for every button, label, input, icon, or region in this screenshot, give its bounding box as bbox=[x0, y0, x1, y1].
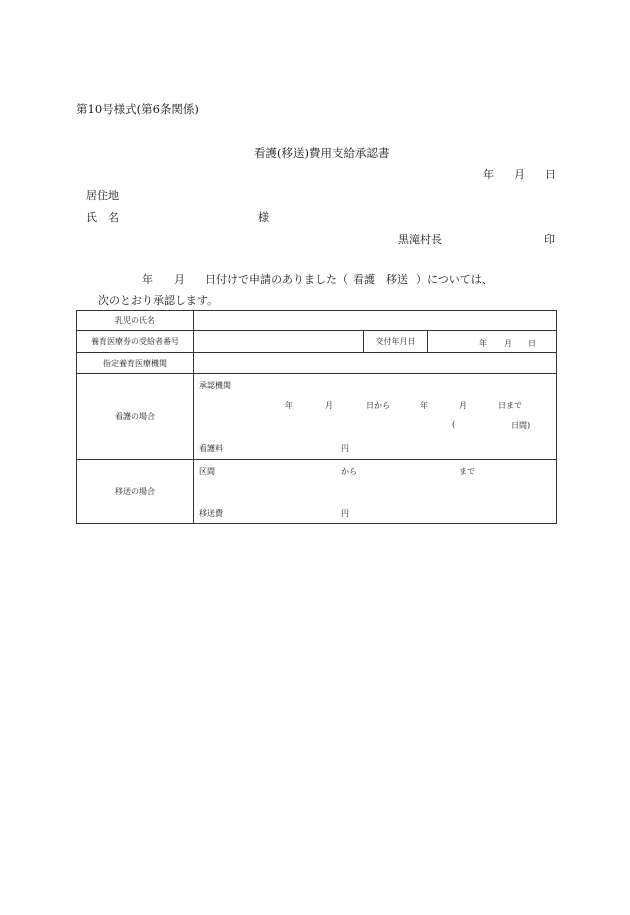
section-label: 区間 bbox=[199, 467, 215, 476]
care-approved-org-label: 承認機関 bbox=[199, 381, 231, 390]
institution-field[interactable] bbox=[194, 353, 557, 374]
body-year: 年 bbox=[142, 273, 153, 286]
row-care bbox=[77, 374, 557, 460]
care-period-month2: 月 bbox=[459, 401, 467, 410]
document-title: 看護(移送)費用支給承認書 bbox=[254, 146, 390, 160]
row-institution bbox=[77, 353, 557, 374]
issue-date-day: 日 bbox=[528, 339, 536, 348]
care-period-until: 日まで bbox=[498, 401, 522, 410]
care-fee-label: 看護料 bbox=[199, 444, 223, 453]
body-line-2: 次のとおり承認します。 bbox=[98, 294, 219, 307]
body-transport: 移送 bbox=[386, 273, 408, 286]
section-from: から bbox=[341, 467, 357, 476]
care-label: 看護の場合 bbox=[77, 374, 194, 460]
body-care: 看護 bbox=[353, 273, 375, 286]
approval-table bbox=[76, 310, 557, 524]
issue-date-year: 年 bbox=[479, 339, 487, 348]
transport-details[interactable] bbox=[194, 460, 557, 524]
cert-number-field[interactable] bbox=[194, 331, 364, 353]
form-number: 第10号様式(第6条関係) bbox=[76, 102, 199, 116]
care-period-year2: 年 bbox=[420, 401, 428, 410]
row-infant-name bbox=[77, 311, 557, 331]
care-details[interactable] bbox=[194, 374, 557, 460]
care-period-year1: 年 bbox=[285, 401, 293, 410]
transport-fee-label: 移送費 bbox=[199, 509, 223, 518]
care-days-open: ( bbox=[452, 420, 456, 429]
honorific: 様 bbox=[258, 211, 269, 224]
section-to: まで bbox=[459, 467, 475, 476]
row-cert-number bbox=[77, 331, 557, 353]
transport-fee-unit: 円 bbox=[341, 509, 349, 518]
infant-name-field[interactable] bbox=[194, 311, 557, 331]
care-period-month1: 月 bbox=[325, 401, 333, 410]
care-period-from: 日から bbox=[366, 401, 390, 410]
care-days-close: 日間) bbox=[511, 421, 531, 430]
row-transport bbox=[77, 460, 557, 524]
body-month: 月 bbox=[174, 273, 185, 286]
body-tail: ）については、 bbox=[416, 273, 493, 286]
issue-date-month: 月 bbox=[504, 339, 512, 348]
infant-name-label: 乳児の氏名 bbox=[77, 311, 194, 331]
issue-date-field[interactable] bbox=[428, 331, 557, 353]
header-date-month: 月 bbox=[514, 168, 525, 181]
seal-mark: 印 bbox=[544, 233, 555, 246]
issuer: 黒滝村長 bbox=[398, 233, 442, 246]
header-date-day: 日 bbox=[545, 168, 556, 181]
cert-number-label: 養育医療券の受給者番号 bbox=[77, 331, 194, 353]
header-date-year: 年 bbox=[483, 168, 494, 181]
body-text: 日付けで申請のありました（ bbox=[205, 273, 348, 286]
issue-date-label: 交付年月日 bbox=[364, 331, 428, 353]
address-label: 居住地 bbox=[86, 189, 119, 202]
care-fee-unit: 円 bbox=[341, 444, 349, 453]
transport-label: 移送の場合 bbox=[77, 460, 194, 524]
institution-label: 指定養育医療機関 bbox=[77, 353, 194, 374]
name-label: 氏 名 bbox=[86, 211, 119, 224]
